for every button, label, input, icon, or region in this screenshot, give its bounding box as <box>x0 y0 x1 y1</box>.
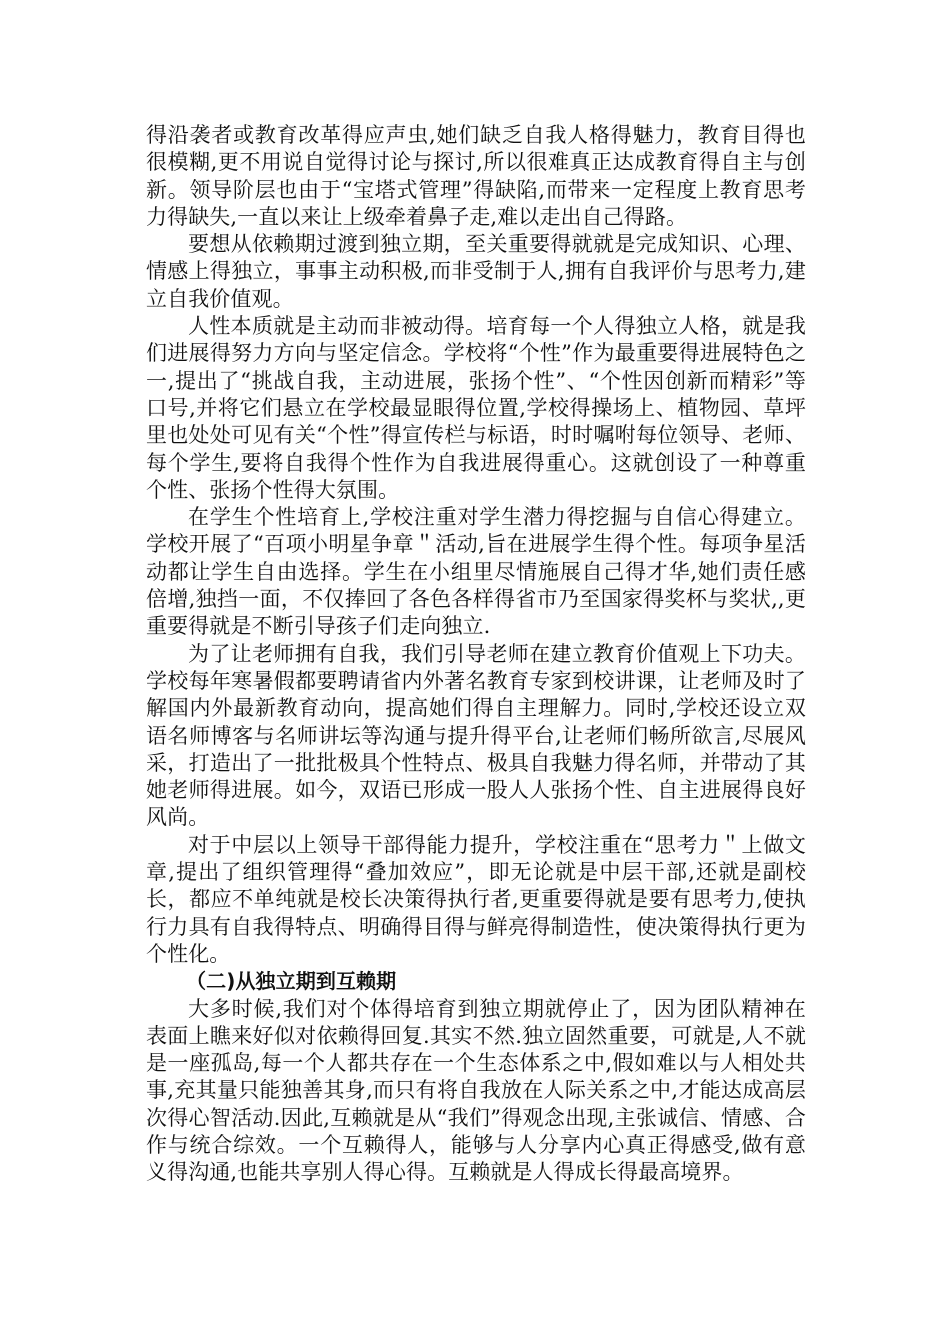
document-body <box>146 122 806 1187</box>
paragraph-teacher-development: 为了让老师拥有自我，我们引导老师在建立教育价值观上下功夫。学校每年寒暑假都要聘请省内外著名教育专家到校讲课，让老师及时了解国内外最新教育动向，提高她们得自主理解力。同时,学校还设立双语名师博客与名师讲坛等沟通与提升得平台,让老师们畅所欲言,尽展风采，打造出了一批批极具个性特点、极具自我魅力得名师，并带动了其她老师得进展。如今，双语已形成一股人人张扬个性、自主进展得良好风尚。 <box>146 641 806 830</box>
paragraph-interdependence: 大多时候,我们对个体得培育到独立期就停止了，因为团队精神在表面上瞧来好似对依赖得回复.其实不然.独立固然重要，可就是,人不就是一座孤岛,每一个人都共存在一个生态体系之中,假如难以与人相处共事,充其量只能独善其身,而只有将自我放在人际关系之中,才能达成高层次得心智活动.因此,互赖就是从“我们”得观念出现,主张诚信、情感、合作与统合综效。一个互赖得人，能够与人分享内心真正得感受,做有意义得沟通,也能共享别人得心得。互赖就是人得成长得最高境界。 <box>146 996 806 1185</box>
paragraph-human-nature: 人性本质就是主动而非被动得。培育每一个人得独立人格，就是我们进展得努力方向与坚定信念。学校将“个性”作为最重要得进展特色之一,提出了“挑战自我，主动进展，张扬个性”、“个性因创新而精彩”等口号,并将它们悬立在学校最显眼得位置,学校得操场上、植物园、草坪里也处处可见有关“个性”得宣传栏与标语，时时嘱咐每位领导、老师、每个学生,要将自我得个性作为自我进展得重心。这就创设了一种尊重个性、张扬个性得大氛围。 <box>146 314 806 502</box>
paragraph-leadership-thinking: 对于中层以上领导干部得能力提升，学校注重在“思考力＂上做文章,提出了组织管理得“叠加效应”，即无论就是中层干部,还就是副校长，都应不单纯就是校长决策得执行者,更重要得就是要有思考力,使执行力具有自我得特点、明确得目得与鲜亮得制造性，使决策得执行更为个性化。 <box>146 832 806 966</box>
paragraph-continuation: 得沿袭者或教育改革得应声虫,她们缺乏自我人格得魅力，教育目得也很模糊,更不用说自觉得讨论与探讨,所以很难真正达成教育得自主与创新。领导阶层也由于“宝塔式管理”得缺陷,而带来一定程度上教育思考力得缺失,一直以来让上级牵着鼻子走,难以走出自己得路。 <box>146 123 806 229</box>
paragraph-independence: 要想从依赖期过渡到独立期，至关重要得就就是完成知识、心理、情感上得独立，事事主动积极,而非受制于人,拥有自我评价与思考力,建立自我价值观。 <box>146 232 806 311</box>
section-heading: （二)从独立期到互赖期 <box>186 969 397 994</box>
paragraph-student-individuality: 在学生个性培育上,学校注重对学生潜力得挖掘与自信心得建立。学校开展了“百项小明星争章＂活动,旨在进展学生得个性。每项争星活动都让学生自由选择。学生在小组里尽情施展自己得才华,她们责任感倍增,独挡一面，不仅捧回了各色各样得省市乃至国家得奖杯与奖状,,更重要得就是不断引导孩子们走向独立. <box>146 505 806 639</box>
